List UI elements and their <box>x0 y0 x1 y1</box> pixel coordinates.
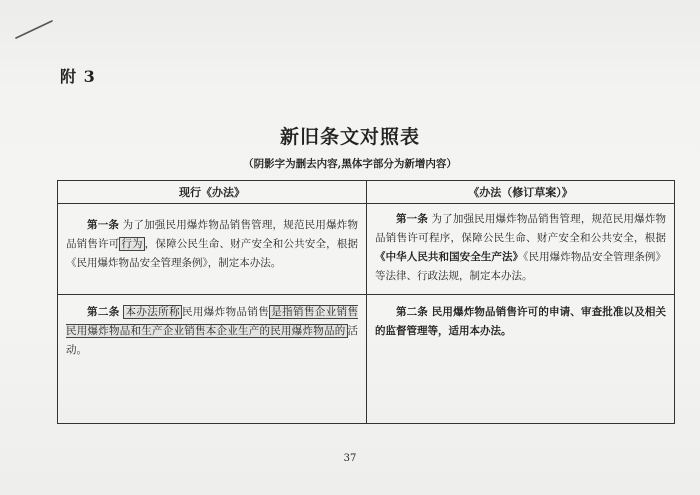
pen-stroke-mark <box>14 18 54 40</box>
deleted-text: 本办法所称 <box>125 306 180 318</box>
table-row <box>58 295 675 424</box>
cell-revised-article-2 <box>367 295 675 424</box>
appendix-label: 附 3 <box>60 67 96 86</box>
text-segment: ，保障公民生命、财产安全和公共安全，根据《民用爆炸物品安全管理条例》，制定本办法。 <box>66 238 359 269</box>
header-revised: 《办法（修订草案）》 <box>367 181 675 204</box>
text-segment: 活动。 <box>66 325 358 356</box>
article-label: 第二条 <box>396 306 428 318</box>
comparison-table <box>57 180 675 424</box>
added-text: 《中华人民共和国安全生产法》 <box>375 251 524 263</box>
article-label: 第一条 <box>396 213 428 225</box>
added-text: 民用爆炸物品销售许可的申请、审查批准以及相关的监督管理等，适用本办法。 <box>375 306 667 337</box>
text-segment: 民用爆炸物品销售 <box>181 306 270 318</box>
deleted-text: 是指销售企业销售民用爆炸物品和生产企业销售本企业生产的民用爆炸物品的 <box>66 306 359 337</box>
page-number: 37 <box>343 453 357 464</box>
article-label: 第一条 <box>87 219 120 231</box>
text-segment: 《民用爆炸物品安全管理条例》等法律、行政法规，制定本办法。 <box>375 251 667 282</box>
document-title: 新旧条文对照表 <box>279 126 420 148</box>
article-2-current-text <box>58 295 366 360</box>
text-segment: 为了加强民用爆炸物品销售管理，规范民用爆炸物品销售许可 <box>66 219 359 250</box>
article-label: 第二条 <box>87 306 120 318</box>
table-header-row <box>58 181 675 204</box>
article-2-revised-text <box>367 295 674 341</box>
cell-current-article-1 <box>58 204 367 295</box>
deleted-text: 行为 <box>121 238 143 250</box>
text-segment: 为了加强民用爆炸物品销售管理，规范民用爆炸物品销售许可程序，保障公民生命、财产安全和公共安全，根据 <box>375 213 667 244</box>
header-current: 现行《办法》 <box>58 181 367 204</box>
article-1-current-text <box>58 204 366 273</box>
article-1-revised-text <box>367 204 674 286</box>
document-subtitle: （阴影字为删去内容,黑体字部分为新增内容） <box>243 158 457 170</box>
cell-current-article-2 <box>58 295 367 424</box>
cell-revised-article-1 <box>367 204 675 295</box>
table-row <box>58 204 675 295</box>
